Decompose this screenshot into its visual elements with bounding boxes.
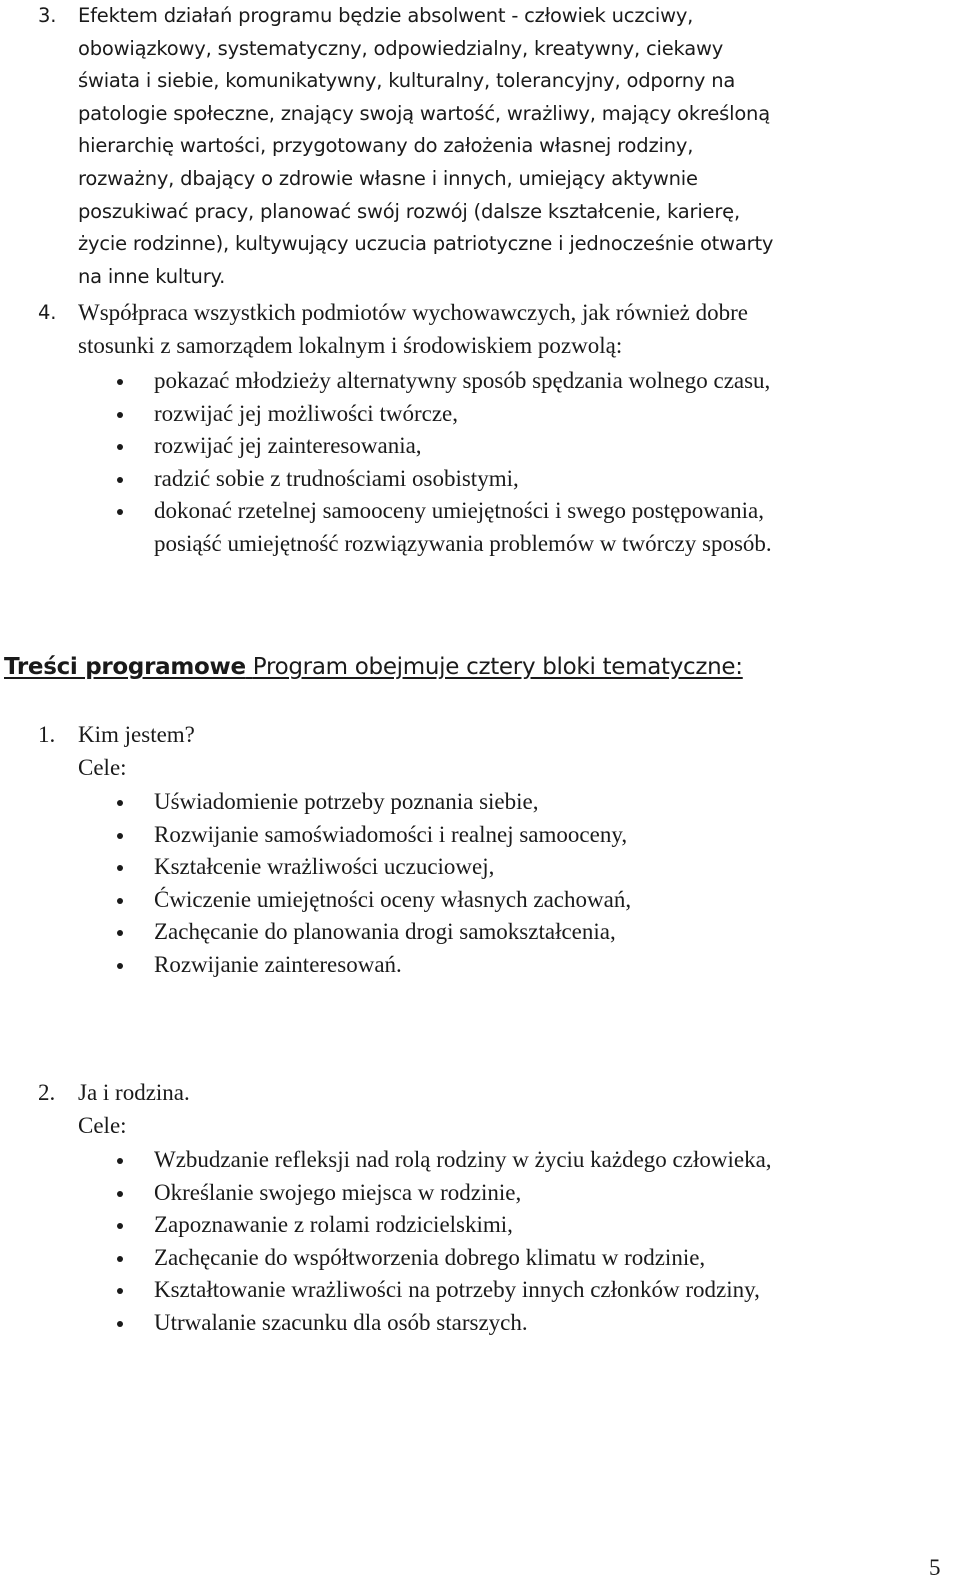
- block-1-goals-list: [154, 786, 631, 982]
- list-item: Rozwijanie zainteresowań.: [154, 949, 631, 982]
- list-item: Zachęcanie do planowania drogi samokształcenia,: [154, 916, 631, 949]
- paragraph-line: świata i siebie, komunikatywny, kulturalny, tolerancyjny, odporny na: [78, 69, 736, 93]
- block-2-cele-label: Cele:: [78, 1113, 127, 1138]
- block-1-title: Kim jestem?: [78, 722, 195, 747]
- heading-rest: Program obejmuje cztery bloki tematyczne:: [252, 654, 743, 680]
- block-1-cele-label: Cele:: [78, 755, 127, 780]
- paragraph-line: stosunki z samorządem lokalnym i środowiskiem pozwolą:: [78, 332, 623, 358]
- list-item: radzić sobie z trudnościami osobistymi,: [154, 463, 772, 496]
- list-item: rozwijać jej możliwości twórcze,: [154, 398, 772, 431]
- item-3-paragraph: [78, 0, 958, 293]
- item-4-bullet-list: [154, 365, 772, 561]
- block-2-goals-list: [154, 1144, 772, 1340]
- list-item: Określanie swojego miejsca w rodzinie,: [154, 1177, 772, 1210]
- item-4-number: 4.: [38, 301, 57, 324]
- block-2-number: 2.: [38, 1080, 56, 1105]
- paragraph-line: życie rodzinne), kultywujący uczucia patriotyczne i jednocześnie otwarty: [78, 232, 774, 256]
- paragraph-line: Efektem działań programu będzie absolwent - człowiek uczciwy,: [78, 4, 694, 27]
- list-item: Utrwalanie szacunku dla osób starszych.: [154, 1307, 772, 1340]
- list-item: posiąść umiejętność rozwiązywania problemów w twórczy sposób.: [154, 530, 772, 556]
- paragraph-line: rozważny, dbający o zdrowie własne i innych, umiejący aktywnie: [78, 166, 698, 190]
- list-item: pokazać młodzieży alternatywny sposób spędzania wolnego czasu,: [154, 365, 772, 398]
- list-item: Kształcenie wrażliwości uczuciowej,: [154, 851, 631, 884]
- paragraph-line: na inne kultury.: [78, 264, 226, 288]
- item-3-number: 3.: [38, 4, 57, 27]
- list-item: Ćwiczenie umiejętności oceny własnych zachowań,: [154, 884, 631, 917]
- block-2-title: Ja i rodzina.: [78, 1080, 190, 1105]
- list-item: Wzbudzanie refleksji nad rolą rodziny w życiu każdego człowieka,: [154, 1144, 772, 1177]
- list-item: rozwijać jej zainteresowania,: [154, 430, 772, 463]
- list-item: dokonać rzetelnej samooceny umiejętności i swego postępowania,: [154, 495, 772, 528]
- paragraph-line: obowiązkowy, systematyczny, odpowiedzialny, kreatywny, ciekawy: [78, 36, 724, 60]
- section-heading: [4, 654, 743, 680]
- list-item: Zachęcanie do współtworzenia dobrego klimatu w rodzinie,: [154, 1242, 772, 1275]
- list-item: Zapoznawanie z rolami rodzicielskimi,: [154, 1209, 772, 1242]
- list-item: Kształtowanie wrażliwości na potrzeby innych członków rodziny,: [154, 1274, 772, 1307]
- item-4-paragraph: [78, 297, 958, 362]
- paragraph-line: patologie społeczne, znający swoją wartość, wrażliwy, mający określoną: [78, 101, 770, 125]
- list-item: Uświadomienie potrzeby poznania siebie,: [154, 786, 631, 819]
- page-number: 5: [929, 1555, 941, 1580]
- block-1-number: 1.: [38, 722, 56, 747]
- heading-bold: Treści programowe: [4, 654, 246, 680]
- paragraph-line: hierarchię wartości, przygotowany do założenia własnej rodziny,: [78, 134, 694, 158]
- paragraph-line: Współpraca wszystkich podmiotów wychowawczych, jak również dobre: [78, 300, 748, 325]
- paragraph-line: poszukiwać pracy, planować swój rozwój (dalsze kształcenie, karierę,: [78, 199, 740, 223]
- list-item: Rozwijanie samoświadomości i realnej samooceny,: [154, 819, 631, 852]
